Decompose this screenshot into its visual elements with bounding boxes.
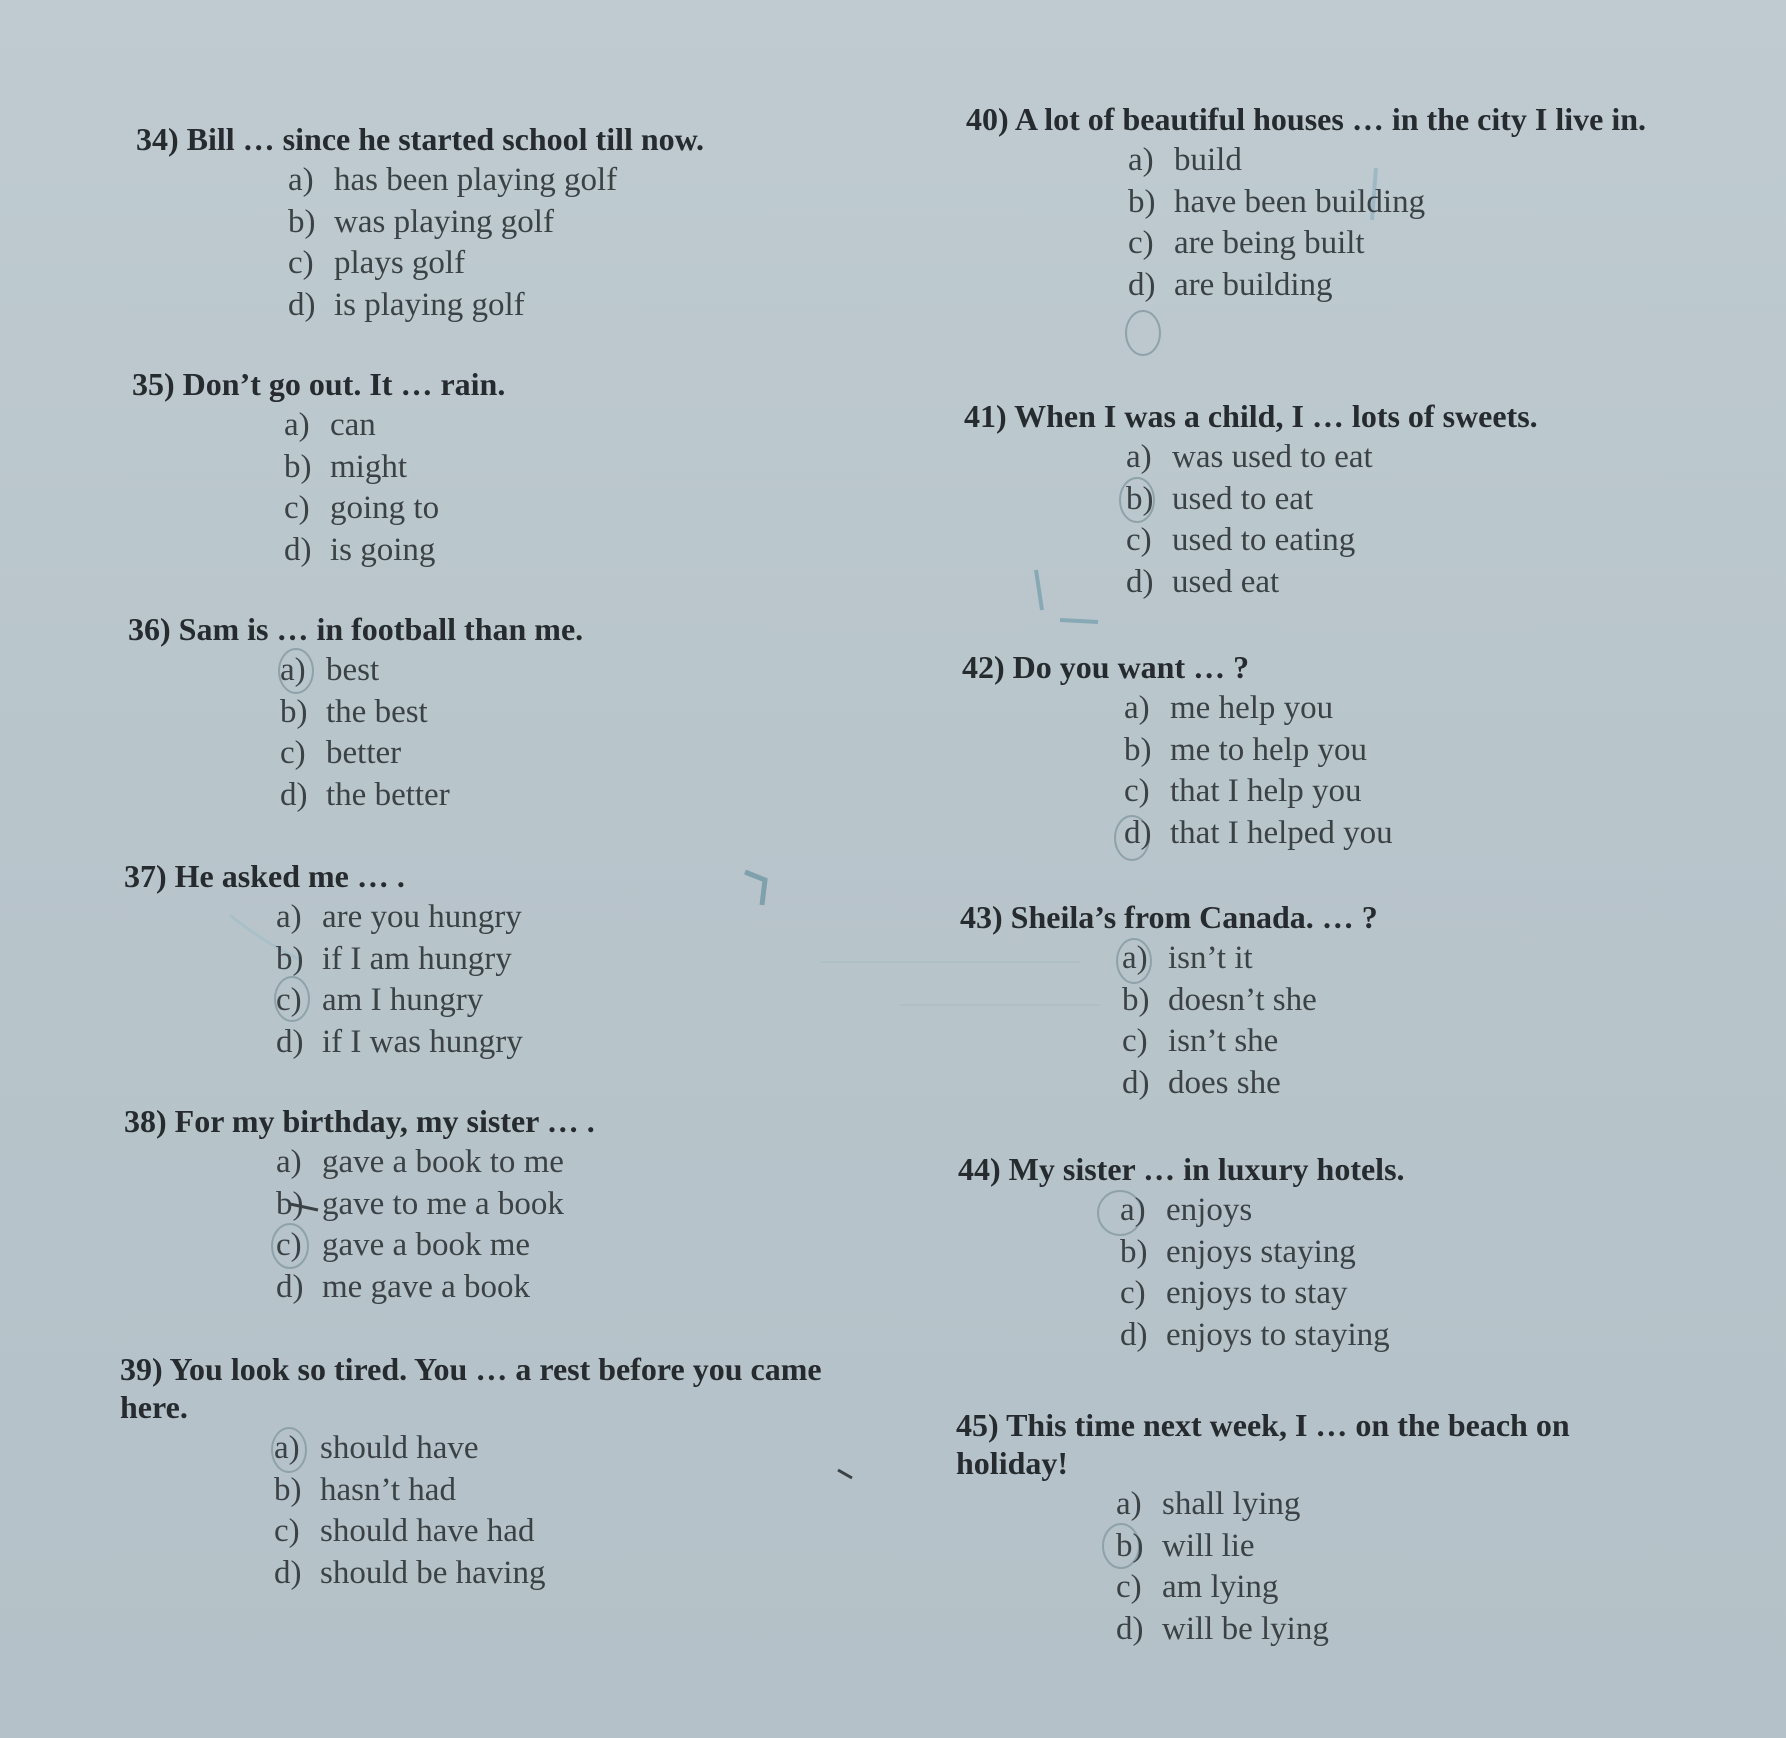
option-b[interactable]: b) was playing golf <box>288 203 554 240</box>
option-c[interactable]: c) plays golf <box>288 245 466 281</box>
option-d[interactable]: d) that I helped you <box>1124 814 1393 851</box>
option-c[interactable]: c) used to eating <box>1126 522 1356 558</box>
option-c[interactable]: c) are being built <box>1128 225 1365 261</box>
question-38 <box>124 1102 764 1308</box>
option-a[interactable]: a) me help you <box>1124 690 1334 726</box>
option-a[interactable]: a) gave a book to me <box>276 1144 564 1180</box>
option-d[interactable]: d) enjoys to staying <box>1120 1316 1390 1353</box>
question-44 <box>958 1150 1718 1356</box>
question-text: 39) You look so tired. You … a rest before you came here. <box>120 1351 822 1425</box>
question-36 <box>128 610 768 816</box>
option-b[interactable]: b) the best <box>280 693 428 730</box>
question-text: 45) This time next week, I … on the beach on holiday! <box>956 1407 1570 1481</box>
option-d[interactable]: d) the better <box>280 776 450 813</box>
option-c[interactable]: c) should have had <box>274 1513 535 1549</box>
option-b[interactable]: b) used to eat <box>1126 480 1314 517</box>
option-c[interactable]: c) better <box>280 735 402 771</box>
option-b[interactable]: b) have been building <box>1128 183 1426 220</box>
question-40 <box>966 100 1726 306</box>
option-a[interactable]: a) shall lying <box>1116 1486 1301 1522</box>
option-a[interactable]: a) was used to eat <box>1126 439 1373 475</box>
option-d[interactable]: d) will be lying <box>1116 1610 1329 1647</box>
option-c[interactable]: c) am lying <box>1116 1569 1279 1605</box>
option-c[interactable]: c) enjoys to stay <box>1120 1275 1348 1311</box>
option-b[interactable]: b) if I am hungry <box>276 940 512 977</box>
question-43 <box>960 898 1720 1104</box>
option-a[interactable]: a) are you hungry <box>276 899 522 935</box>
question-41 <box>964 397 1724 603</box>
question-text: 35) Don’t go out. It … rain. <box>132 366 506 402</box>
option-a[interactable]: a) has been playing golf <box>288 162 618 198</box>
option-a[interactable]: a) enjoys <box>1120 1192 1253 1228</box>
option-d[interactable]: d) if I was hungry <box>276 1023 523 1060</box>
option-d[interactable]: d) is going <box>284 531 436 568</box>
question-text: 37) He asked me … . <box>124 858 405 894</box>
option-a[interactable]: a) can <box>284 407 376 443</box>
option-d[interactable]: d) are building <box>1128 266 1333 303</box>
question-39 <box>120 1350 840 1594</box>
question-text: 42) Do you want … ? <box>962 649 1250 685</box>
option-a[interactable]: a) isn’t it <box>1122 940 1253 976</box>
option-b[interactable]: b) hasn’t had <box>274 1471 456 1508</box>
option-a[interactable]: a) build <box>1128 142 1242 178</box>
option-b[interactable]: b) doesn’t she <box>1122 981 1317 1018</box>
option-d[interactable]: d) is playing golf <box>288 286 525 323</box>
question-text: 36) Sam is … in football than me. <box>128 611 584 647</box>
option-c[interactable]: c) gave a book me <box>276 1227 531 1263</box>
question-text: 38) For my birthday, my sister … . <box>124 1103 595 1139</box>
option-b[interactable]: b) gave to me a book <box>276 1185 564 1222</box>
option-c[interactable]: c) am I hungry <box>276 982 484 1018</box>
question-text: 43) Sheila’s from Canada. … ? <box>960 899 1378 935</box>
question-text: 34) Bill … since he started school till now. <box>136 121 704 157</box>
option-c[interactable]: c) isn’t she <box>1122 1023 1279 1059</box>
option-b[interactable]: b) might <box>284 448 408 485</box>
option-c[interactable]: c) going to <box>284 490 440 526</box>
option-d[interactable]: d) should be having <box>274 1554 546 1591</box>
question-text: 44) My sister … in luxury hotels. <box>958 1151 1405 1187</box>
option-d[interactable]: d) does she <box>1122 1064 1281 1101</box>
option-b[interactable]: b) will lie <box>1116 1527 1255 1564</box>
question-37 <box>124 857 764 1063</box>
option-b[interactable]: b) me to help you <box>1124 731 1368 768</box>
question-text: 41) When I was a child, I … lots of sweets. <box>964 398 1538 434</box>
option-c[interactable]: c) that I help you <box>1124 773 1362 809</box>
question-text: 40) A lot of beautiful houses … in the city I live in. <box>966 101 1647 137</box>
option-d[interactable]: d) me gave a book <box>276 1268 531 1305</box>
option-d[interactable]: d) used eat <box>1126 563 1280 600</box>
question-35 <box>132 365 772 571</box>
question-42 <box>962 648 1722 854</box>
option-a[interactable]: a) should have <box>274 1430 479 1466</box>
option-a[interactable]: a) best <box>280 652 380 688</box>
question-34 <box>136 120 776 326</box>
option-b[interactable]: b) enjoys staying <box>1120 1233 1356 1270</box>
question-45 <box>956 1406 1686 1650</box>
